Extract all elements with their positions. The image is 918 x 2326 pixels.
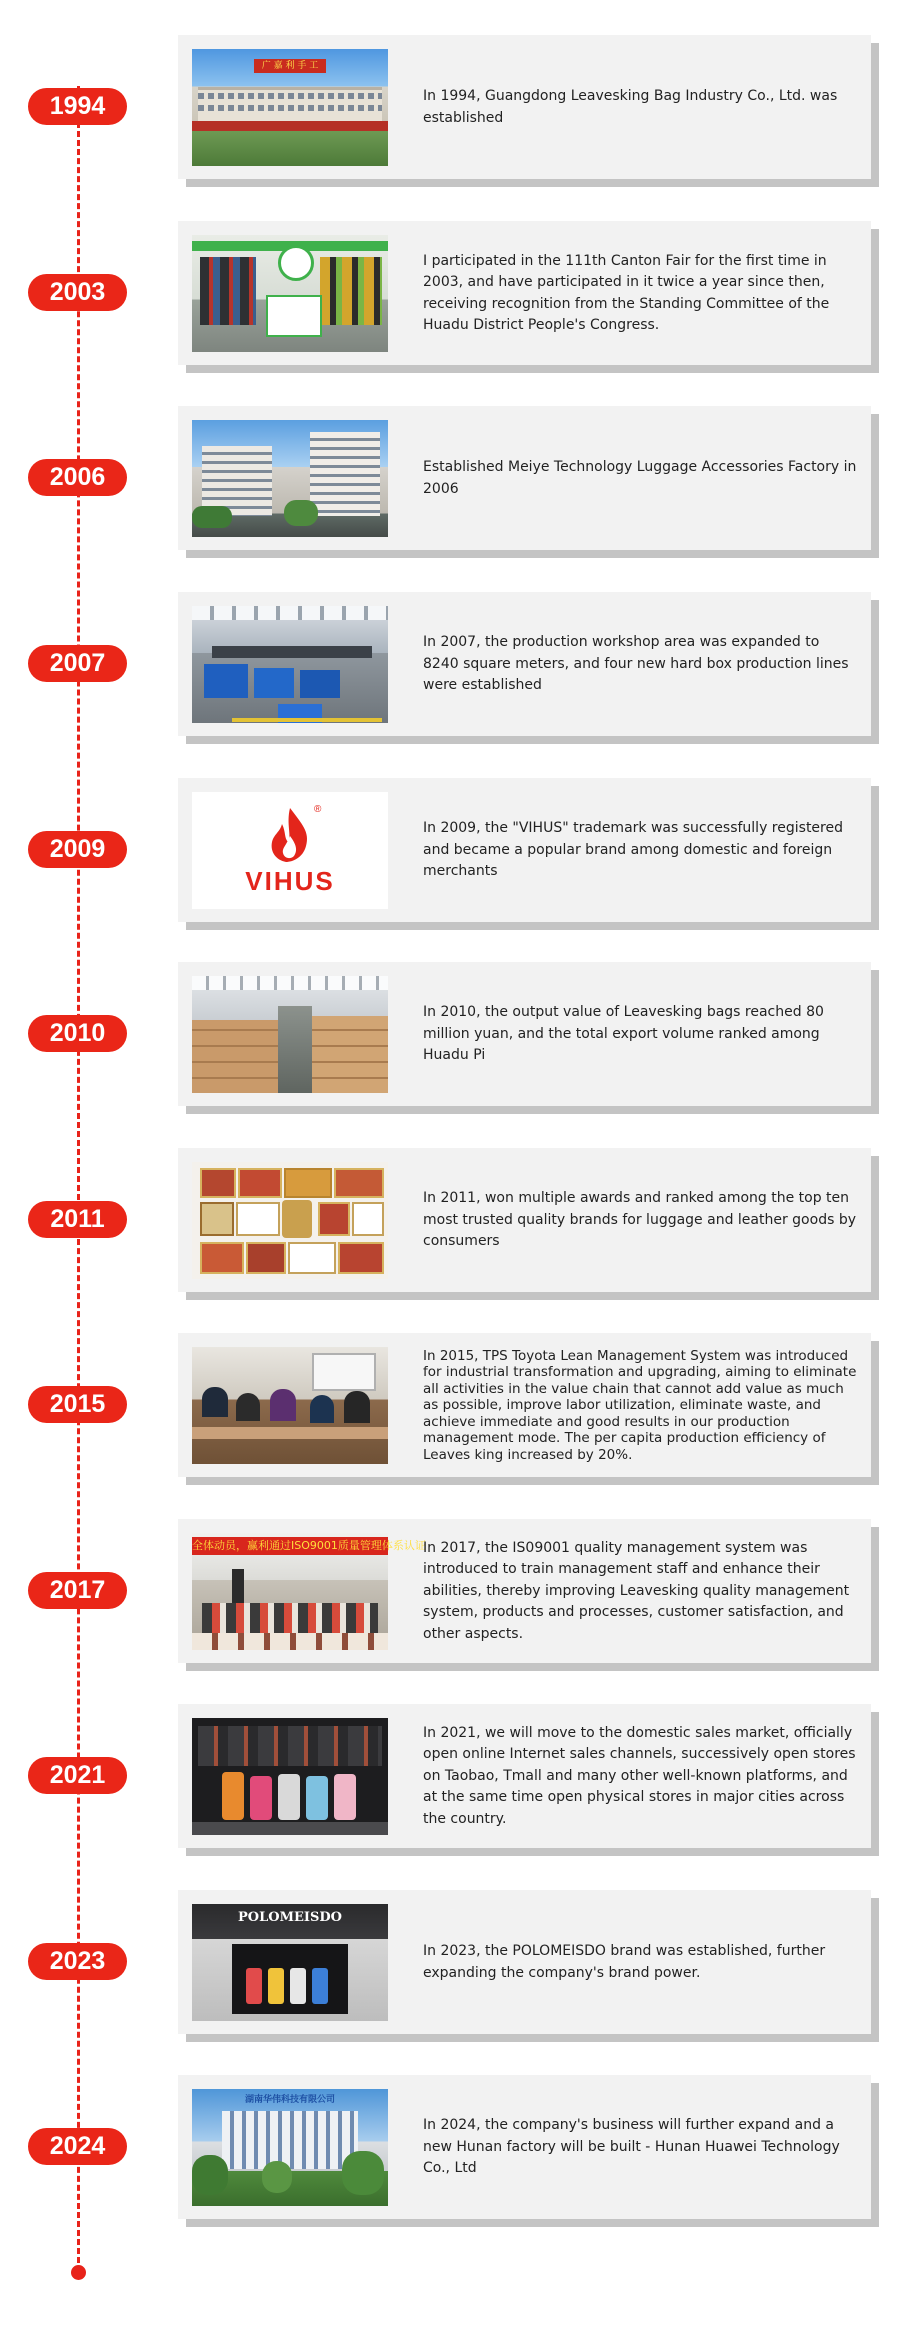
entry-description: I participated in the 111th Canton Fair for the first time in 2003, and have participated in it twice a year since then, receiving recognition from the Standing Committee of the Huadu District People's Congress. bbox=[423, 252, 830, 333]
year-badge: 2023 bbox=[28, 1943, 127, 1980]
vihus-wordmark: VIHUS bbox=[245, 866, 335, 896]
timeline-entry-2006 bbox=[0, 406, 918, 558]
entry-description: In 2021, we will move to the domestic sales market, officially open online Internet sales channels, successively open stores on Taobao, Tmall and many other well-known platforms, and at the same time open physical stores in major cities across the country. bbox=[423, 1724, 856, 1827]
factory-campus-photo bbox=[192, 420, 388, 537]
year-badge: 2017 bbox=[28, 1572, 127, 1609]
factory-banner: 广 嘉 利 手 工 bbox=[254, 59, 326, 73]
timeline-entry-2010 bbox=[0, 962, 918, 1114]
year-badge: 2011 bbox=[28, 1201, 127, 1238]
timeline-card bbox=[178, 35, 871, 179]
timeline-entry-2017 bbox=[0, 1519, 918, 1671]
entry-description: In 2015, TPS Toyota Lean Management System was introduced for industrial transformation and upgrading, aiming to eliminate all activities in the value chain that cannot add value as much as possible, improve labor utilization, eliminate waste, and achieve immediate and good results in our production management mode. The per capita production efficiency of Leaves king increased by 20%. bbox=[423, 1347, 857, 1463]
entry-description: In 2007, the production workshop area was expanded to 8240 square meters, and four new hard box production lines were established bbox=[423, 634, 849, 694]
year-badge: 2024 bbox=[28, 2128, 127, 2165]
timeline-entry-2009 bbox=[0, 778, 918, 930]
timeline-entry-1994 bbox=[0, 35, 918, 187]
entry-description: In 2010, the output value of Leavesking bags reached 80 million yuan, and the total export volume ranked among Huadu Pi bbox=[423, 1004, 824, 1064]
timeline-entry-2023 bbox=[0, 1890, 918, 2042]
factory-sign: 湖南华伟科技有限公司 bbox=[244, 2095, 335, 2105]
timeline-card bbox=[178, 962, 871, 1106]
timeline-card bbox=[178, 592, 871, 736]
training-session-photo bbox=[192, 1347, 388, 1464]
retail-store-photo bbox=[192, 1718, 388, 1835]
year-badge: 2021 bbox=[28, 1757, 127, 1794]
timeline-card bbox=[178, 1148, 871, 1292]
year-badge: 2006 bbox=[28, 459, 127, 496]
year-badge: 2015 bbox=[28, 1386, 127, 1423]
quality-meeting-photo bbox=[192, 1533, 426, 1650]
polomeisdo-storefront-photo bbox=[192, 1904, 388, 2021]
vihus-logo bbox=[192, 792, 388, 909]
year-badge: 2009 bbox=[28, 831, 127, 868]
timeline-entry-2003 bbox=[0, 221, 918, 373]
canton-fair-booth-photo bbox=[192, 235, 388, 352]
timeline-entry-2015 bbox=[0, 1333, 918, 1485]
polomeisdo-sign: POLOMEISDO bbox=[238, 1910, 342, 1925]
timeline-entry-2011 bbox=[0, 1148, 918, 1300]
year-badge: 2003 bbox=[28, 274, 127, 311]
entry-description: In 2011, won multiple awards and ranked among the top ten most trusted quality brands for luggage and leather goods by consumers bbox=[423, 1190, 856, 1250]
timeline-entry-2021 bbox=[0, 1704, 918, 1856]
timeline-card bbox=[178, 1333, 871, 1477]
entry-description: In 2023, the POLOMEISDO brand was established, further expanding the company's brand power. bbox=[423, 1943, 826, 1981]
timeline-card bbox=[178, 406, 871, 550]
timeline-end-dot bbox=[71, 2265, 86, 2280]
year-badge: 2007 bbox=[28, 645, 127, 682]
timeline-card bbox=[178, 1890, 871, 2034]
timeline-card bbox=[178, 2075, 871, 2219]
entry-description: In 2009, the "VIHUS" trademark was successfully registered and became a popular brand among domestic and foreign merchants bbox=[423, 820, 843, 880]
factory-building-photo bbox=[192, 49, 388, 166]
year-badge: 2010 bbox=[28, 1015, 127, 1052]
production-workshop-photo bbox=[192, 606, 388, 723]
hunan-factory-photo bbox=[192, 2089, 388, 2206]
entry-description: Established Meiye Technology Luggage Accessories Factory in 2006 bbox=[423, 459, 857, 497]
meeting-banner: 全体动员，赢利通过ISO9001质量管理体系认证 bbox=[192, 1537, 388, 1555]
timeline-card bbox=[178, 778, 871, 922]
timeline-card bbox=[178, 1519, 871, 1663]
awards-wall-photo bbox=[192, 1162, 388, 1279]
timeline-card bbox=[178, 1704, 871, 1848]
warehouse-photo bbox=[192, 976, 388, 1093]
timeline-card bbox=[178, 221, 871, 365]
entry-description: In 2024, the company's business will further expand and a new Hunan factory will be built - Hunan Huawei Technology Co., Ltd bbox=[423, 2117, 840, 2177]
timeline-entry-2007 bbox=[0, 592, 918, 744]
entry-description: In 2017, the IS09001 quality management system was introduced to train management staff and enhance their abilities, thereby improving Leavesking quality management system, products and processes, customer satisfaction, and other aspects. bbox=[423, 1539, 850, 1642]
registered-mark: ® bbox=[314, 804, 322, 815]
year-badge: 1994 bbox=[28, 88, 127, 125]
timeline-entry-2024 bbox=[0, 2075, 918, 2227]
entry-description: In 1994, Guangdong Leavesking Bag Industry Co., Ltd. was established bbox=[423, 88, 838, 126]
flame-icon bbox=[266, 806, 314, 864]
